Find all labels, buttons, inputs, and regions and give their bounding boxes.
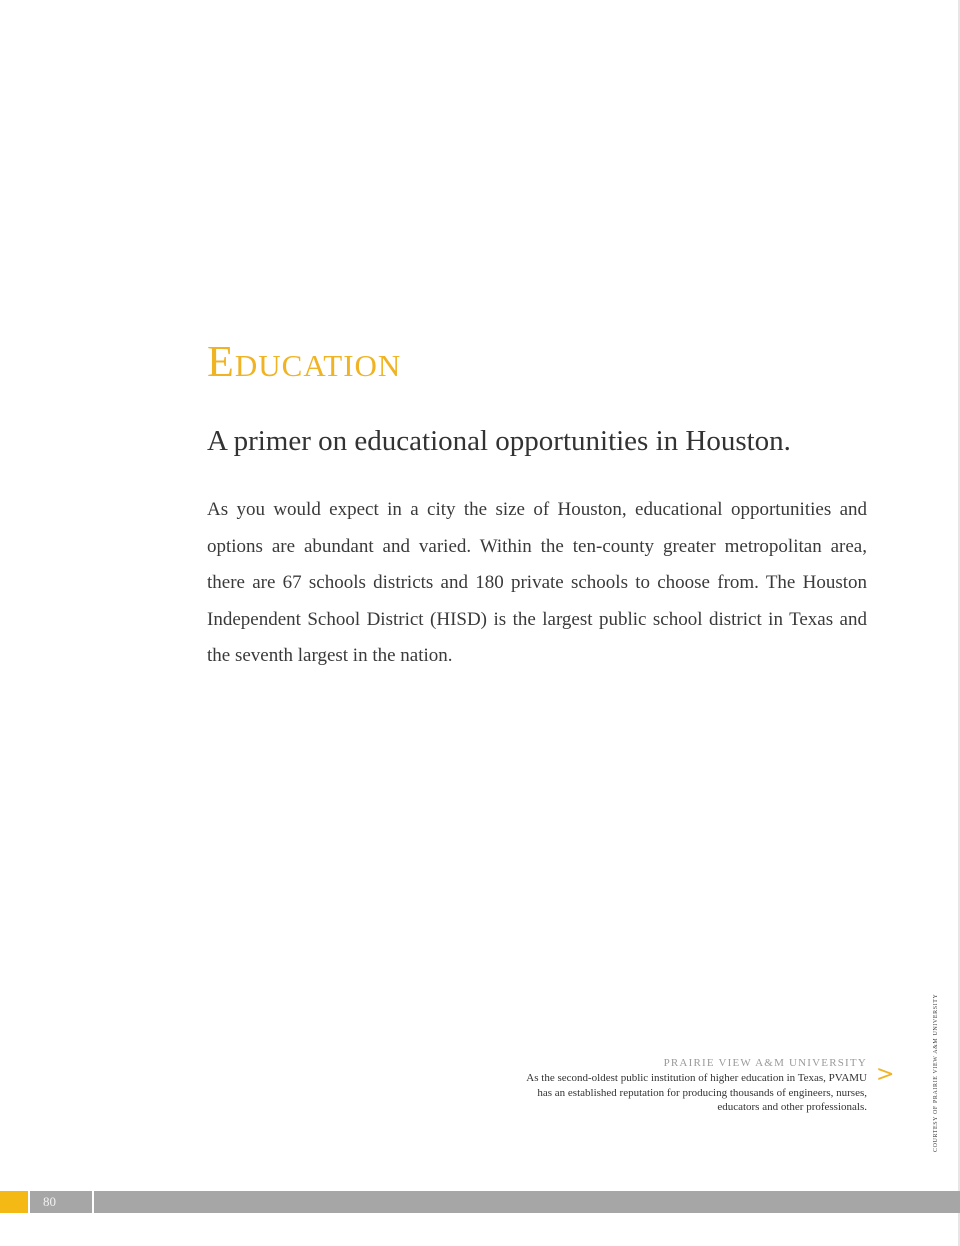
footer-accent-block xyxy=(0,1191,28,1213)
caption-arrow-icon: > xyxy=(876,1062,895,1087)
page-title: Education xyxy=(207,337,402,386)
caption-title: PRAIRIE VIEW A&M UNIVERSITY xyxy=(663,1057,867,1069)
page-number-box xyxy=(30,1191,92,1213)
caption-text: As the second-oldest public institution of higher education in Texas, PVAMU has an established reputation for producing thousands of engineers, nurses, educators and other professionals. xyxy=(526,1072,867,1113)
page-footer xyxy=(0,1191,960,1213)
footer-bar xyxy=(94,1191,960,1213)
page-number: 80 xyxy=(43,1194,56,1209)
body-paragraph: As you would expect in a city the size of Houston, educational opportunities and options are abundant and varied. Within the ten-county greater metropolitan area, there are 67 schools districts and 180 private schools to choose from. The Houston Independent School District (HISD) is the largest public school district in Texas and the seventh largest in the nation. xyxy=(207,499,867,666)
photo-caption xyxy=(520,1055,867,1115)
page-subtitle: A primer on educational opportunities in Houston. xyxy=(207,425,791,457)
photo-credit: COURTESY OF PRAIRIE VIEW A&M UNIVERSITY xyxy=(933,993,939,1152)
